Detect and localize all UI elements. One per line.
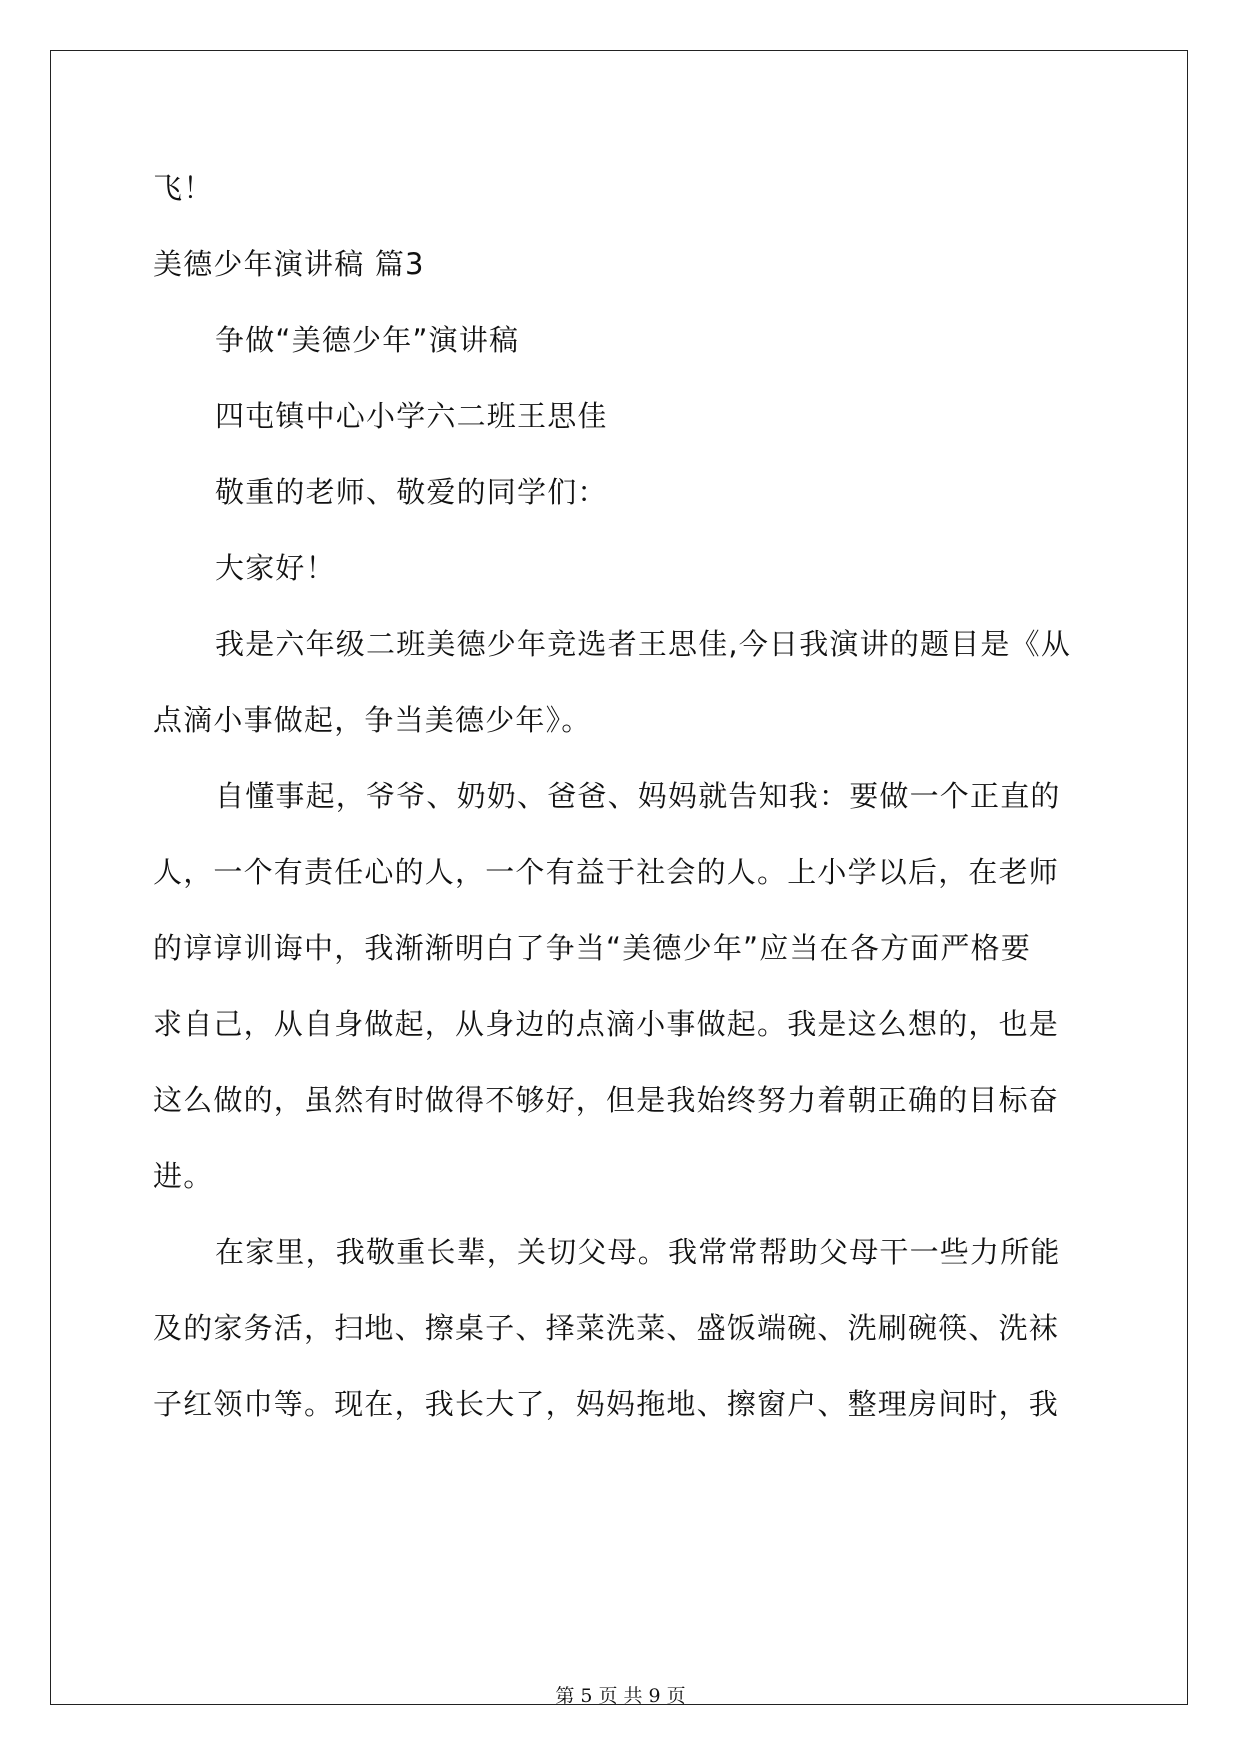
section-heading: 美德少年演讲稿 篇3 — [153, 247, 425, 281]
paragraph-line: 求自己，从自身做起，从身边的点滴小事做起。我是这么想的，也是 — [153, 1007, 1060, 1041]
greeting: 大家好！ — [215, 551, 336, 585]
page-number-label: 第 5 页 共 9 页 — [555, 1685, 686, 1707]
paragraph-line: 的谆谆训诲中，我渐渐明白了争当“美德少年”应当在各方面严格要 — [153, 931, 1032, 965]
paragraph-line: 我是六年级二班美德少年竞选者王思佳,今日我演讲的题目是《从 — [215, 627, 1072, 661]
page-footer — [0, 1681, 1241, 1708]
paragraph-line: 这么做的，虽然有时做得不够好，但是我始终努力着朝正确的目标奋 — [153, 1083, 1060, 1117]
paragraph-line: 自懂事起，爷爷、奶奶、爸爸、妈妈就告知我：要做一个正直的 — [215, 779, 1061, 813]
paragraph-line: 及的家务活，扫地、擦桌子、择菜洗菜、盛饭端碗、洗刷碗筷、洗袜 — [153, 1311, 1060, 1345]
paragraph-line: 在家里，我敬重长辈，关切父母。我常常帮助父母干一些力所能 — [215, 1235, 1061, 1269]
document-body — [153, 164, 1093, 1456]
paragraph-line: 进。 — [153, 1159, 214, 1193]
salutation: 敬重的老师、敬爱的同学们： — [215, 475, 608, 509]
paragraph-line: 人，一个有责任心的人，一个有益于社会的人。上小学以后，在老师 — [153, 855, 1060, 889]
speaker-line: 四屯镇中心小学六二班王思佳 — [215, 399, 608, 433]
paragraph-line: 子红领巾等。现在，我长大了，妈妈拖地、擦窗户、整理房间时，我 — [153, 1387, 1060, 1421]
paragraph-line: 点滴小事做起，争当美德少年》。 — [153, 703, 592, 737]
speech-title: 争做“美德少年”演讲稿 — [215, 323, 520, 357]
text-line: 飞！ — [153, 171, 214, 205]
